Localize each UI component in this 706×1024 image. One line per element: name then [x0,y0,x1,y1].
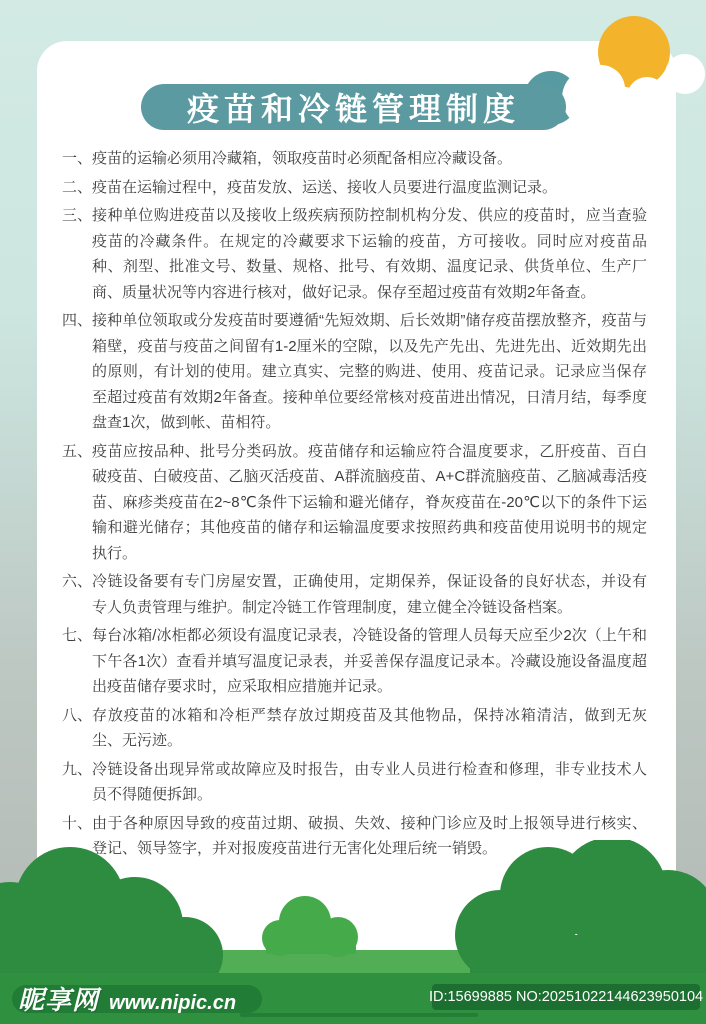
site-url: www.nipic.cn [109,992,237,1014]
list-item [62,757,647,808]
list-item-text: 冷链设备要有专门房屋安置，正确使用，定期保养，保证设备的良好状态，并设有专人负责管理与维护。制定冷链工作管理制度，建立健全冷链设备档案。 [92,573,647,616]
footer-divider [240,1013,478,1017]
list-item-number: 二、 [62,178,93,196]
cloud-icon [665,54,705,94]
list-item-text: 疫苗在运输过程中，疫苗发放、运送、接收人员要进行温度监测记录。 [92,178,558,196]
list-item [62,623,647,700]
left-bush-icon [0,847,223,980]
list-item-text: 由于各种原因导致的疫苗过期、破损、失效、接种门诊应及时上报领导进行核实、登记、领导签字，并对报废疫苗进行无害化处理后统一销毁。 [92,814,647,857]
list-item [62,703,647,754]
list-item [62,308,647,436]
list-item-text: 接种单位领取或分发疫苗时要遵循“先短效期、后长效期”储存疫苗摆放整齐，疫苗与箱壁，疫苗与疫苗之间留有1-2厘米的空隙，以及先产先出、先进先出、近效期先出的原则，有计划的使用。建立真实、完整的购进、使用、疫苗记录。记录应当保存至超过疫苗有效期2年备查。接种单位要经常核对疫苗进出情况，日清月结，每季度盘查1次，做到帐、苗相符。 [92,312,647,431]
title-banner [141,84,566,130]
watermark-bar [0,973,706,1024]
list-item-text: 疫苗应按品种、批号分类码放。疫苗储存和运输应符合温度要求，乙肝疫苗、百白破疫苗、白破疫苗、乙脑灭活疫苗、A群流脑疫苗、A+C群流脑疫苗、乙脑减毒活疫苗、麻疹类疫苗在2~8℃条件下运输和避光储存，脊灰疫苗在-20℃以下的条件下运输和避光储存；其他疫苗的储存和运输温度要求按照药典和疫苗使用说明书的规定执行。 [92,442,647,562]
site-name: 昵享网 [18,985,100,1015]
right-bush-icon [455,840,706,980]
list-item-text: 冷链设备出现异常或故障应及时报告，由专业人员进行检查和修理，非专业技术人员不得随便拆卸。 [92,760,647,803]
list-item [62,175,647,201]
list-item-number: 十、 [62,814,93,832]
list-item-number: 九、 [62,760,93,778]
list-item-number: 三、 [62,207,93,224]
middle-bush-icon [262,896,358,957]
list-item-text: 每台冰箱/冰柜都必须设有温度记录表，冷链设备的管理人员每天应至少2次（上午和下午各1次）查看并填写温度记录表，并妥善保存温度记录本。冷藏设施设备温度超出疫苗储存要求时，应采取相应措施并记录。 [92,627,647,695]
list-item-number: 四、 [62,312,93,329]
cloud-icon [627,77,667,117]
list-item-number: 五、 [62,442,93,460]
list-item [62,569,647,620]
image-id-badge [428,984,704,1010]
image-id-text: ID:15699885 NO:20251022144623950104 [428,989,704,1005]
list-item [62,146,647,172]
list-item [62,203,647,305]
list-item-number: 六、 [62,573,93,590]
bushes-illustration [0,840,706,980]
cloud-icon [577,65,625,113]
page-title: 疫苗和冷链管理制度 [186,91,520,127]
list-item-text: 疫苗的运输必须用冷藏箱，领取疫苗时必须配备相应冷藏设备。 [92,150,513,167]
list-item-number: 七、 [62,627,93,644]
list-item-text: 接种单位购进疫苗以及接收上级疾病预防控制机构分发、供应的疫苗时，应当查验疫苗的冷藏条件。在规定的冷藏要求下运输的疫苗，方可接收。同时应对疫苗品种、剂型、批准文号、数量、规格、批号、有效期、温度记录、供货单位、生产厂商、质量状况等内容进行核对，做好记录。保存至超过疫苗有效期2年备查。 [92,207,647,301]
site-logo [18,980,236,1017]
list-item [62,439,647,567]
list-item-number: 八、 [62,706,93,724]
list-item-number: 一、 [62,150,93,167]
rules-list [62,146,647,865]
list-item-text: 存放疫苗的冰箱和冷柜严禁存放过期疫苗及其他物品，保持冰箱清洁，做到无灰尘、无污迹。 [92,706,647,749]
